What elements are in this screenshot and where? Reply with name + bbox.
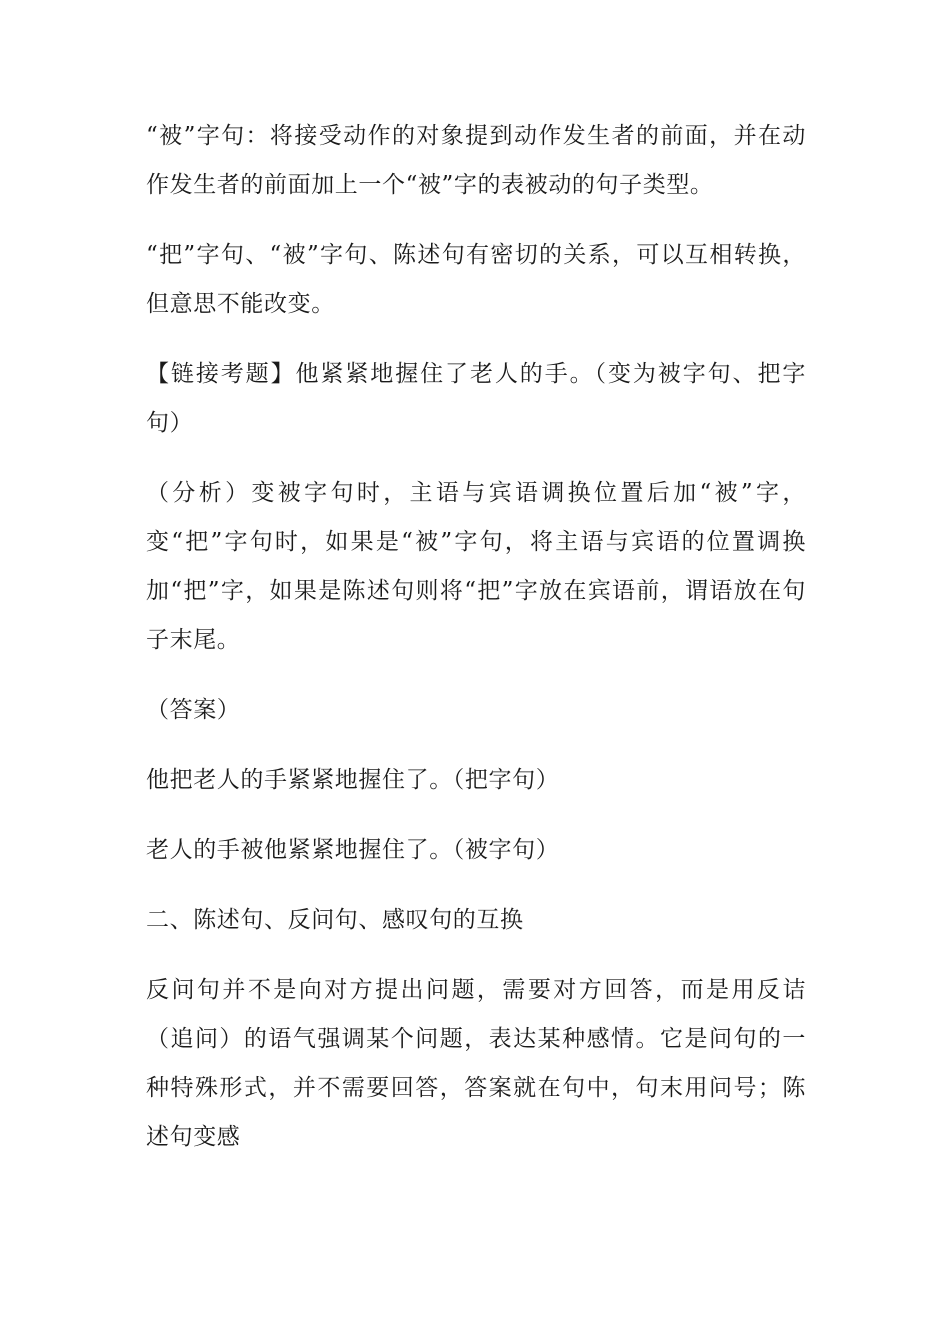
paragraph-answer-ba: 他把老人的手紧紧地握住了。（把字句） <box>146 767 560 793</box>
section-heading: 二、陈述句、反问句、感叹句的互换 <box>146 907 524 933</box>
document-page <box>146 112 806 1183</box>
paragraph-answer-heading: （答案） <box>146 697 241 723</box>
paragraph-exam-question: 【链接考题】他紧紧地握住了老人的手。（变为被字句、把字句） <box>146 361 806 436</box>
paragraph-answer-bei: 老人的手被他紧紧地握住了。（被字句） <box>146 837 560 863</box>
paragraph-bei-definition: “被”字句：将接受动作的对象提到动作发生者的前面，并在动作发生者的前面加上一个“被”字的表被动的句子类型。 <box>146 123 806 198</box>
paragraph-sentence-relation: “把”字句、“被”字句、陈述句有密切的关系，可以互相转换，但意思不能改变。 <box>146 242 806 317</box>
paragraph-rhetorical-question: 反问句并不是向对方提出问题，需要对方回答，而是用反诘（追问）的语气强调某个问题，表达某种感情。它是问句的一种特殊形式，并不需要回答，答案就在句中，句末用问号；陈述句变感 <box>146 977 806 1150</box>
paragraph-analysis: （分析）变被字句时，主语与宾语调换位置后加“被”字，变“把”字句时，如果是“被”字句，将主语与宾语的位置调换加“把”字，如果是陈述句则将“把”字放在宾语前，谓语放在句子末尾。 <box>146 480 806 653</box>
